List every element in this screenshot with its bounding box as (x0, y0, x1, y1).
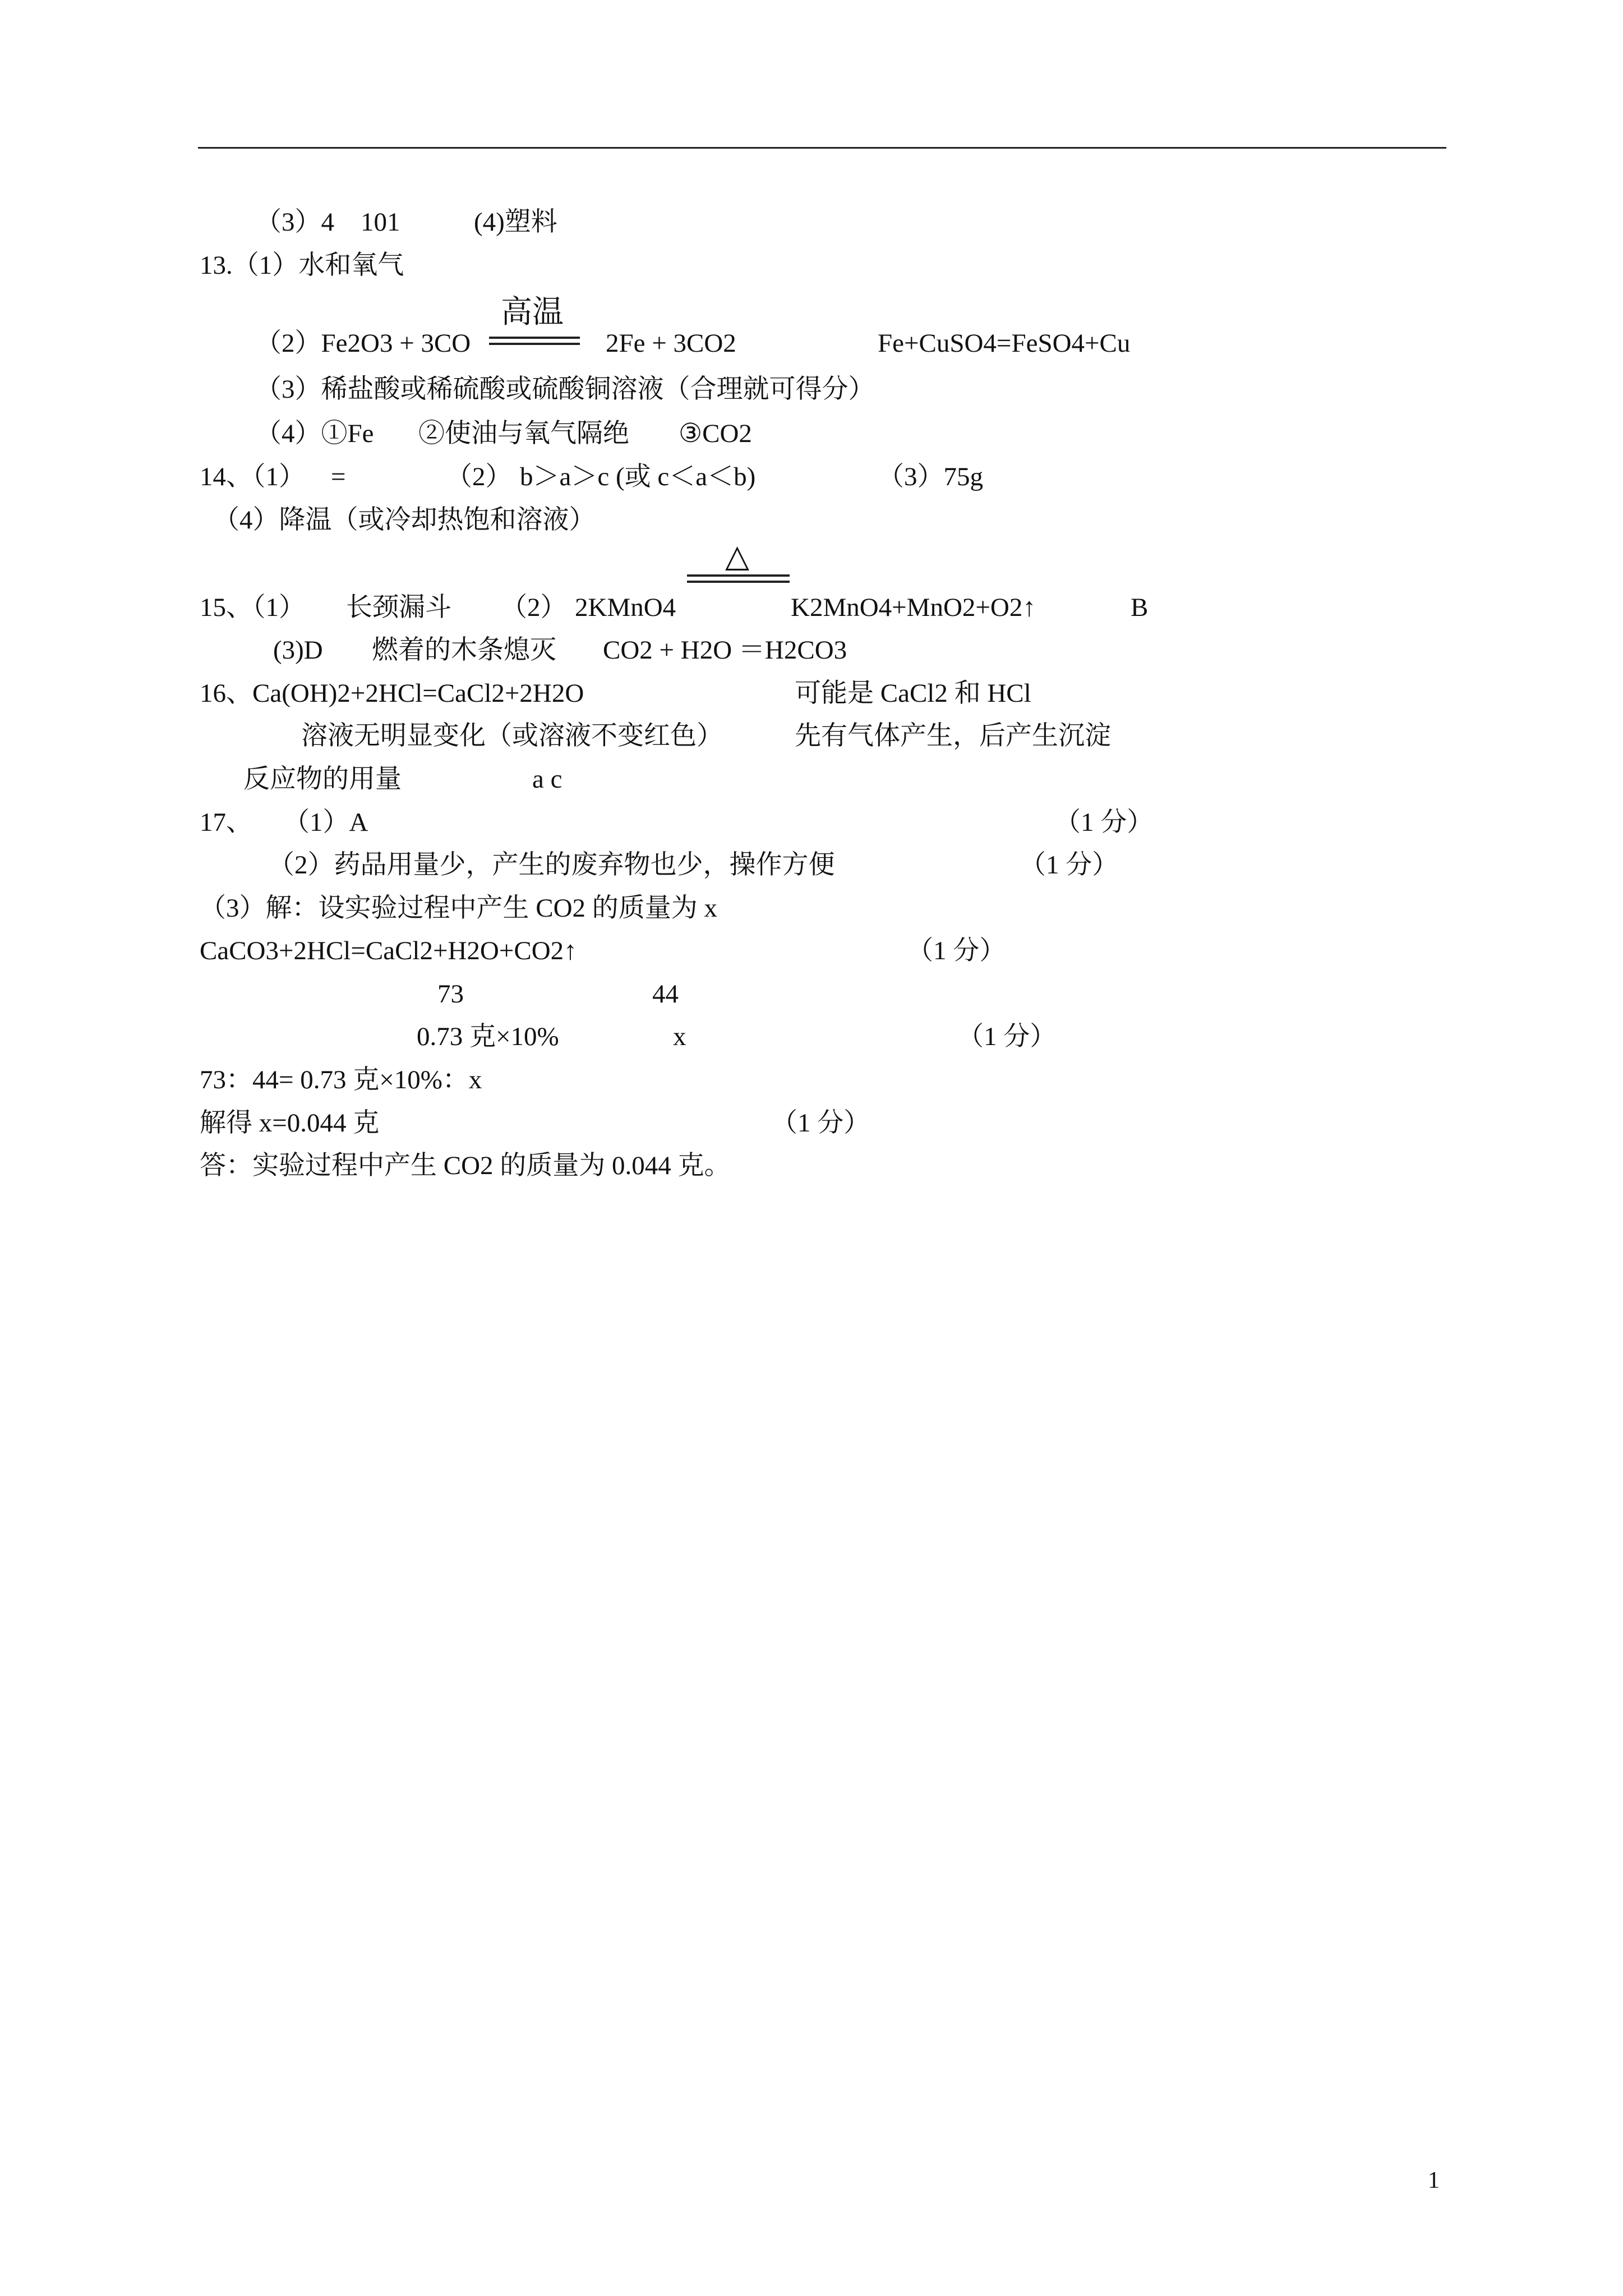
unknown-mass: x (673, 1022, 686, 1051)
answer-14-4: （4）降温（或冷却热饱和溶液） (213, 505, 596, 535)
equation-double-line-top-2 (687, 574, 790, 577)
molar-mass-hcl: 73 (437, 979, 464, 1009)
answer-16-choice: a c (532, 765, 562, 794)
answer-15-2-apparatus: B (1131, 593, 1149, 622)
answer-17-number: 17、 (200, 808, 252, 837)
answer-16-factor: 反应物的用量 (243, 765, 402, 794)
answer-15-1: 15、（1） (200, 593, 305, 622)
reaction-condition-high-temp: 高温 (501, 294, 564, 330)
equation-double-line-bottom (489, 343, 580, 345)
answer-15-3-observation: 燃着的木条熄灭 (372, 636, 556, 665)
answer-16-phenomenon-2: 先有气体产生，后产生沉淀 (795, 721, 1111, 751)
answer-17-1: （1）A (283, 808, 368, 837)
answer-16-equation: 16、Ca(OH)2+2HCl=CaCl2+2H2O (200, 679, 584, 708)
answer-14-1: 14、（1） (200, 462, 305, 491)
answer-13-4-c: ③CO2 (679, 419, 752, 448)
answer-15-2-reactant: 2KMnO4 (575, 593, 676, 622)
answer-12-3: （3）4 (255, 208, 334, 237)
answer-15-2-products: K2MnO4+MnO2+O2↑ (791, 593, 1036, 622)
final-answer: 答：实验过程中产生 CO2 的质量为 0.044 克。 (200, 1151, 731, 1180)
answer-14-2-value: b＞a＞c (或 c＜a＜b) (520, 462, 756, 491)
answer-13-4-a: （4）①Fe (255, 419, 374, 448)
answer-13-2-equation-left: （2）Fe2O3 + 3CO (255, 329, 471, 358)
answer-13-4-b: ②使油与氧气隔绝 (418, 419, 629, 448)
score-17-3-ratio: （1 分） (957, 1022, 1057, 1051)
page-number: 1 (1428, 2168, 1440, 2193)
answer-14-2: （2） (446, 462, 512, 491)
solution-result: 解得 x=0.044 克 (200, 1108, 380, 1138)
answer-12-4: (4)塑料 (474, 208, 557, 237)
proportion: 73：44= 0.73 克×10%：x (200, 1065, 482, 1094)
answer-13-3: （3）稀盐酸或稀硫酸或硫酸铜溶液（合理就可得分） (255, 375, 875, 404)
answer-13-2-equation-right: 2Fe + 3CO2 (606, 329, 736, 358)
answer-13-2-equation-2: Fe+CuSO4=FeSO4+Cu (878, 329, 1131, 358)
answer-14-1-value: = (331, 462, 346, 491)
reaction-condition-heat: △ (725, 538, 750, 574)
answer-17-2: （2）药品用量少，产生的废弃物也少，操作方便 (268, 850, 835, 880)
given-mass: 0.73 克×10% (417, 1022, 559, 1051)
equation-double-line-top (489, 337, 580, 339)
score-17-1: （1 分） (1054, 808, 1154, 837)
answer-14-3: （3）75g (878, 462, 983, 491)
answer-17-3-setup: （3）解：设实验过程中产生 CO2 的质量为 x (200, 894, 718, 923)
answer-16-phenomenon-1: 溶液无明显变化（或溶液不变红色） (301, 721, 723, 751)
answer-15-1-value: 长颈漏斗 (346, 593, 451, 622)
score-17-3-result: （1 分） (771, 1108, 870, 1138)
answer-12-3-value: 101 (361, 208, 400, 237)
answer-15-3: (3)D (273, 636, 323, 665)
answer-17-3-equation: CaCO3+2HCl=CaCl2+H2O+CO2↑ (200, 936, 577, 965)
header-rule (198, 147, 1446, 149)
answer-13-1: 13.（1）水和氧气 (200, 251, 404, 280)
answer-15-3-equation: CO2 + H2O ＝H2CO3 (603, 636, 847, 665)
molar-mass-co2: 44 (652, 979, 679, 1009)
score-17-2: （1 分） (1020, 850, 1119, 880)
score-17-3-equation: （1 分） (907, 936, 1006, 965)
answer-16-possibility: 可能是 CaCl2 和 HCl (795, 679, 1031, 708)
equation-double-line-bottom-2 (687, 581, 790, 583)
answer-15-2: （2） (501, 593, 567, 622)
